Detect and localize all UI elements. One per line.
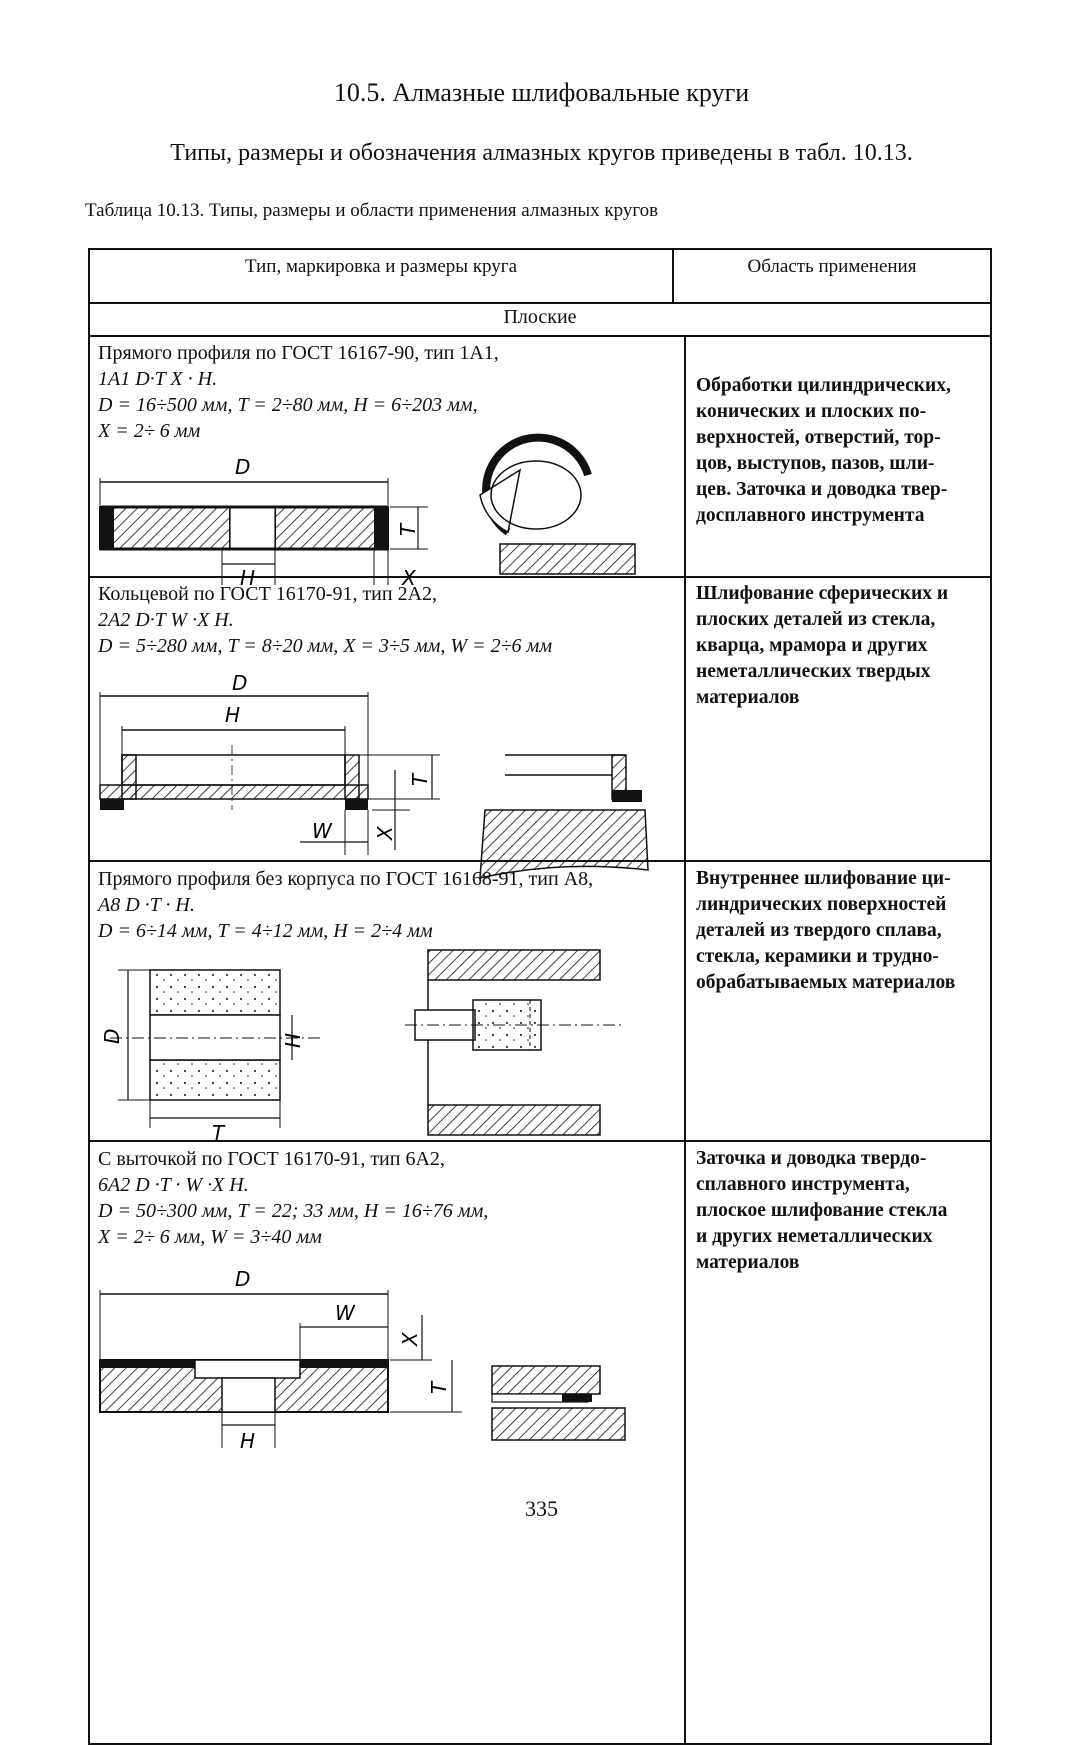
label-x: X bbox=[402, 566, 416, 590]
row-marking: А8 D ·T · H. bbox=[98, 894, 195, 916]
row-dimensions: D = 6÷14 мм, T = 4÷12 мм, H = 2÷4 мм bbox=[98, 920, 433, 942]
table-caption: Таблица 10.13. Типы, размеры и области применения алмазных кругов bbox=[85, 200, 659, 221]
row-dimensions: D = 16÷500 мм, T = 2÷80 мм, H = 6÷203 мм, bbox=[98, 394, 478, 416]
label-d: D bbox=[100, 1028, 124, 1044]
application-line: конических и плоских по- bbox=[696, 401, 927, 422]
intro-text: Типы, размеры и обозначения алмазных кругов приведены в табл. 10.13. bbox=[170, 140, 913, 166]
table-header-type: Тип, маркировка и размеры круга bbox=[244, 256, 518, 277]
application-line: линдрических поверхностей bbox=[696, 894, 947, 915]
label-w: W bbox=[335, 1301, 355, 1325]
application-line: и других неметаллических bbox=[696, 1226, 933, 1247]
label-d: D bbox=[232, 671, 248, 695]
row-marking: 2А2 D·T W ·X H. bbox=[98, 609, 234, 631]
row-title: Кольцевой по ГОСТ 16170-91, тип 2А2, bbox=[98, 583, 438, 605]
application-line: верхностей, отверстий, тор- bbox=[696, 427, 941, 448]
label-t: T bbox=[396, 523, 420, 536]
table-header-application: Область применения bbox=[747, 256, 917, 277]
label-h: H bbox=[240, 566, 256, 590]
row-title: Прямого профиля без корпуса по ГОСТ 16168-91, тип А8, bbox=[98, 868, 594, 890]
application-line: плоских деталей из стекла, bbox=[696, 609, 936, 630]
row-marking: 1А1 D·T X · H. bbox=[98, 368, 218, 390]
application-line: Заточка и доводка твердо- bbox=[696, 1148, 927, 1169]
section-title: 10.5. Алмазные шлифовальные круги bbox=[333, 78, 750, 107]
row-dimensions-2: X = 2÷ 6 мм, W = 3÷40 мм bbox=[98, 1226, 322, 1248]
row-dimensions: D = 50÷300 мм, T = 22; 33 мм, H = 16÷76 мм, bbox=[98, 1200, 489, 1222]
row-dimensions: D = 5÷280 мм, T = 8÷20 мм, X = 3÷5 мм, W = 2÷6 мм bbox=[98, 635, 553, 657]
application-line: кварца, мрамора и других bbox=[696, 635, 928, 656]
label-t: T bbox=[212, 1121, 225, 1145]
application-line: Шлифование сферических и bbox=[696, 583, 949, 604]
application-line: плоское шлифование стекла bbox=[696, 1200, 948, 1221]
group-title: Плоские bbox=[503, 306, 577, 328]
application-line: сплавного инструмента, bbox=[696, 1174, 910, 1195]
application-line: досплавного инструмента bbox=[696, 505, 925, 526]
label-t: T bbox=[427, 1381, 451, 1394]
row-title: Прямого профиля по ГОСТ 16167-90, тип 1А1, bbox=[98, 342, 499, 364]
label-w: W bbox=[312, 819, 332, 843]
label-d: D bbox=[235, 1267, 251, 1291]
application-line: стекла, керамики и трудно- bbox=[696, 946, 939, 967]
application-line: деталей из твердого сплава, bbox=[696, 920, 942, 941]
label-h: H bbox=[240, 1429, 256, 1453]
application-line: обрабатываемых материалов bbox=[696, 972, 956, 993]
label-t: T bbox=[408, 773, 432, 786]
row-dimensions-2: X = 2÷ 6 мм bbox=[98, 420, 201, 442]
label-x: X bbox=[398, 1332, 422, 1346]
application-line: Обработки цилиндрических, bbox=[696, 375, 951, 396]
row-title: С выточкой по ГОСТ 16170-91, тип 6А2, bbox=[98, 1148, 445, 1170]
label-h: H bbox=[281, 1032, 305, 1048]
application-line: материалов bbox=[696, 687, 800, 708]
application-line: Внутреннее шлифование ци- bbox=[696, 868, 951, 889]
label-d: D bbox=[235, 455, 251, 479]
application-line: неметаллических твердых bbox=[696, 661, 931, 682]
page-number: 335 bbox=[525, 1496, 558, 1521]
row-marking: 6А2 D ·T · W ·X H. bbox=[98, 1174, 249, 1196]
label-h: H bbox=[225, 703, 241, 727]
application-line: материалов bbox=[696, 1252, 800, 1273]
application-line: цов, выступов, пазов, шли- bbox=[696, 453, 935, 474]
application-line: цев. Заточка и доводка твер- bbox=[696, 479, 948, 500]
label-x: X bbox=[373, 826, 397, 840]
